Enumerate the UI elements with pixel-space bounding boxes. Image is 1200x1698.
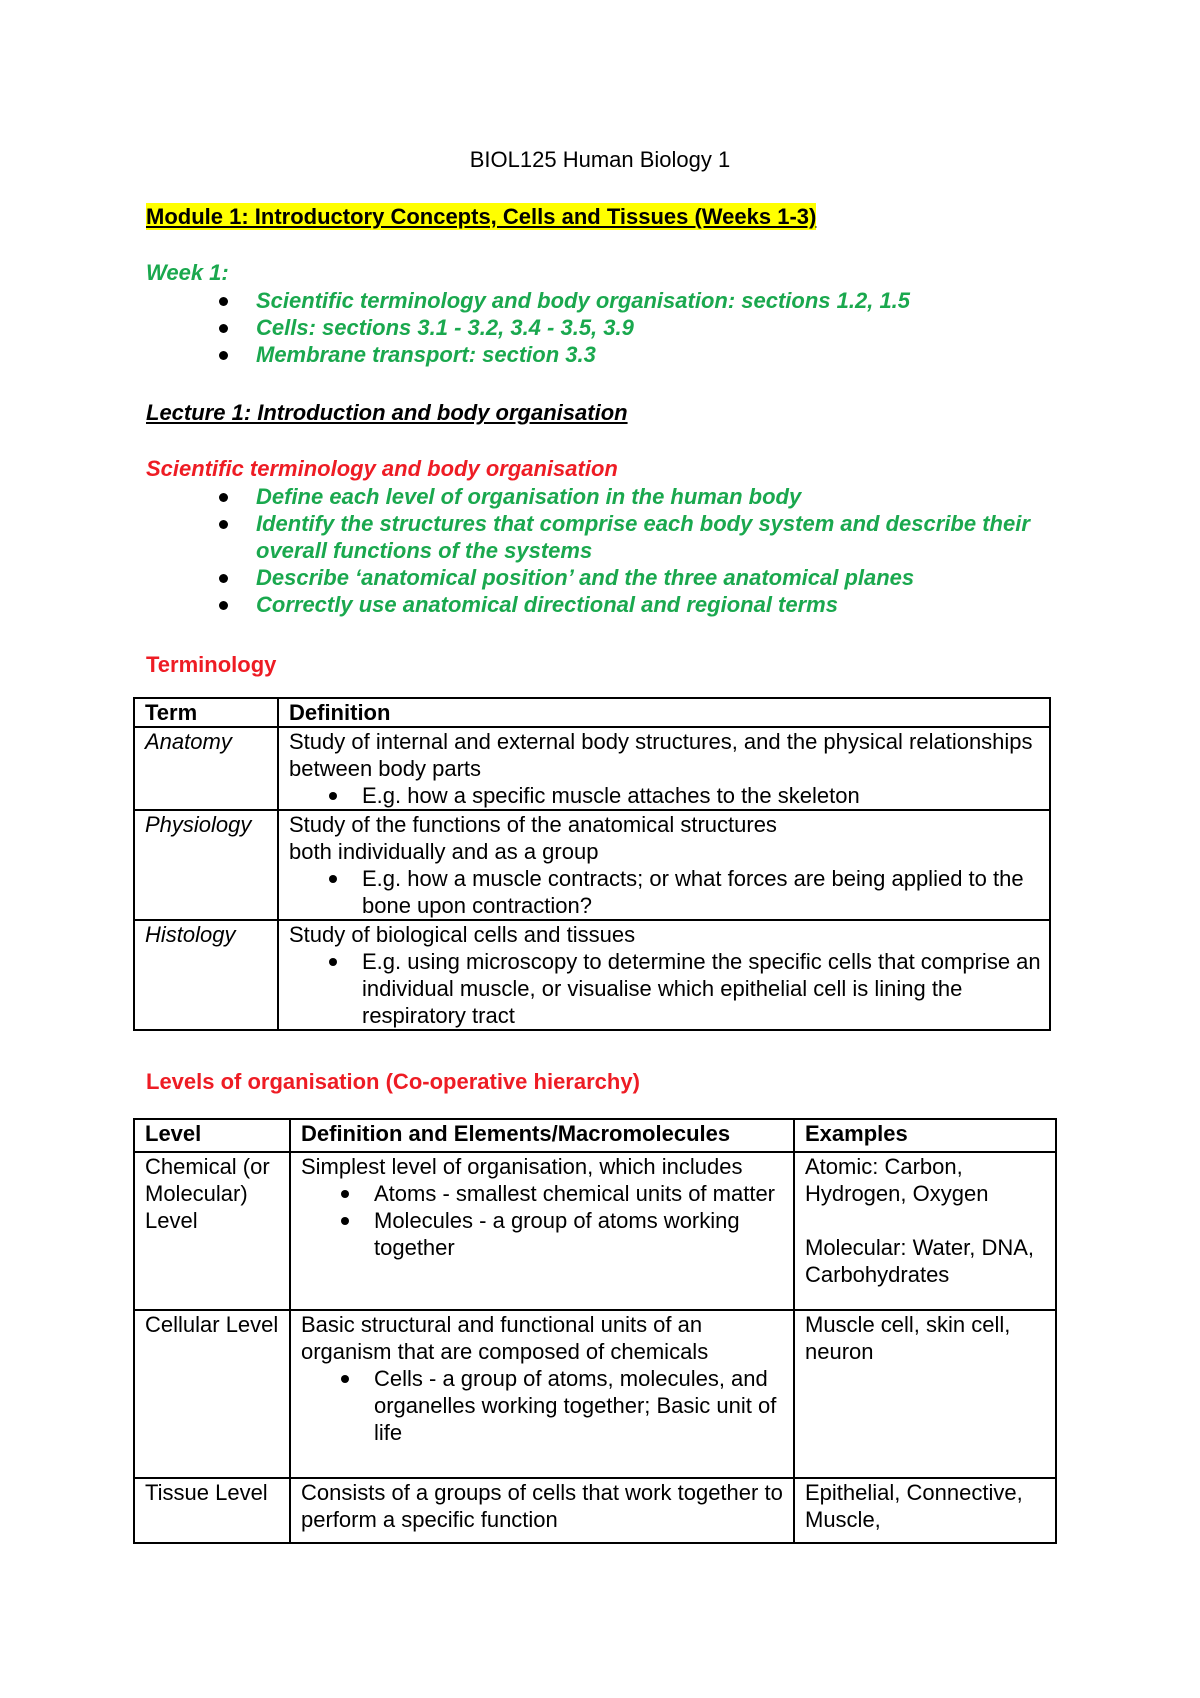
definition-cell <box>290 1152 794 1310</box>
week-item: Membrane transport: section 3.3 <box>183 341 1083 368</box>
document-title: BIOL125 Human Biology 1 <box>469 147 731 172</box>
examples-cell <box>794 1310 1056 1478</box>
column-header-term: Term <box>134 698 278 727</box>
element-item: Atoms - smallest chemical units of matter <box>301 1180 785 1207</box>
definition-text: Basic structural and functional units of an organism that are composed of chemicals <box>301 1312 709 1365</box>
lecture-heading: Lecture 1: Introduction and body organisation <box>146 400 628 425</box>
column-header-level: Level <box>134 1119 290 1152</box>
objective-item: Describe ‘anatomical position’ and the three anatomical planes <box>183 564 1063 591</box>
term-cell: Physiology <box>134 810 278 920</box>
term-cell: Histology <box>134 920 278 1030</box>
level-cell: Chemical (or Molecular) Level <box>134 1152 290 1310</box>
definition-text-continued: both individually and as a group <box>289 839 599 864</box>
examples-cell <box>794 1478 1056 1543</box>
table-row <box>134 1478 1056 1543</box>
table-header-row <box>134 698 1050 727</box>
definition-cell <box>278 810 1050 920</box>
definition-example: E.g. how a muscle contracts; or what forces are being applied to the bone upon contraction? <box>289 865 1041 919</box>
table-row <box>134 1310 1056 1478</box>
objective-item: Define each level of organisation in the human body <box>183 483 1063 510</box>
week-list <box>183 287 1083 368</box>
week-heading: Week 1: <box>146 260 229 285</box>
levels-heading: Levels of organisation (Co-operative hierarchy) <box>146 1069 640 1094</box>
definition-text: Consists of a groups of cells that work together to perform a specific function <box>301 1480 783 1533</box>
examples-cell <box>794 1152 1056 1310</box>
example-text: Atomic: Carbon, Hydrogen, Oxygen <box>805 1154 989 1207</box>
term-cell: Anatomy <box>134 727 278 810</box>
column-header-definition: Definition and Elements/Macromolecules <box>290 1119 794 1152</box>
week-item: Scientific terminology and body organisation: sections 1.2, 1.5 <box>183 287 1083 314</box>
definition-example: E.g. how a specific muscle attaches to the skeleton <box>289 782 1041 809</box>
objective-item: Correctly use anatomical directional and regional terms <box>183 591 1063 618</box>
table-row <box>134 920 1050 1030</box>
element-item: Cells - a group of atoms, molecules, and organelles working together; Basic unit of life <box>301 1365 785 1446</box>
table-row <box>134 727 1050 810</box>
level-cell: Tissue Level <box>134 1478 290 1543</box>
terminology-table <box>133 697 1051 1031</box>
definition-text: Study of internal and external body structures, and the physical relationships between body parts <box>289 729 1033 781</box>
definition-text: Study of biological cells and tissues <box>289 922 636 947</box>
definition-text: Study of the functions of the anatomical structures <box>289 812 777 837</box>
table-header-row <box>134 1119 1056 1152</box>
column-header-examples: Examples <box>794 1119 1056 1152</box>
example-text: Molecular: Water, DNA, Carbohydrates <box>805 1235 1035 1288</box>
definition-cell <box>278 727 1050 810</box>
module-heading: Module 1: Introductory Concepts, Cells and Tissues (Weeks 1-3) <box>146 204 817 229</box>
terminology-heading: Terminology <box>146 652 277 677</box>
table-row <box>134 1152 1056 1310</box>
levels-table <box>133 1118 1057 1544</box>
definition-example: E.g. using microscopy to determine the specific cells that comprise an individual muscle, or visualise which epithelial cell is lining the respiratory tract <box>289 948 1041 1029</box>
objectives-list <box>183 483 1063 618</box>
definition-cell <box>290 1478 794 1543</box>
objectives-heading: Scientific terminology and body organisation <box>146 456 618 481</box>
definition-text: Simplest level of organisation, which includes <box>301 1154 743 1180</box>
objective-item: Identify the structures that comprise each body system and describe their overall functions of the systems <box>183 510 1063 564</box>
example-text: Muscle cell, skin cell, neuron <box>805 1312 1011 1365</box>
definition-cell <box>278 920 1050 1030</box>
table-row <box>134 810 1050 920</box>
column-header-definition: Definition <box>278 698 1050 727</box>
level-cell: Cellular Level <box>134 1310 290 1478</box>
definition-cell <box>290 1310 794 1478</box>
week-item: Cells: sections 3.1 - 3.2, 3.4 - 3.5, 3.9 <box>183 314 1083 341</box>
element-item: Molecules - a group of atoms working together <box>301 1207 785 1261</box>
example-text: Epithelial, Connective, Muscle, <box>805 1480 1023 1533</box>
